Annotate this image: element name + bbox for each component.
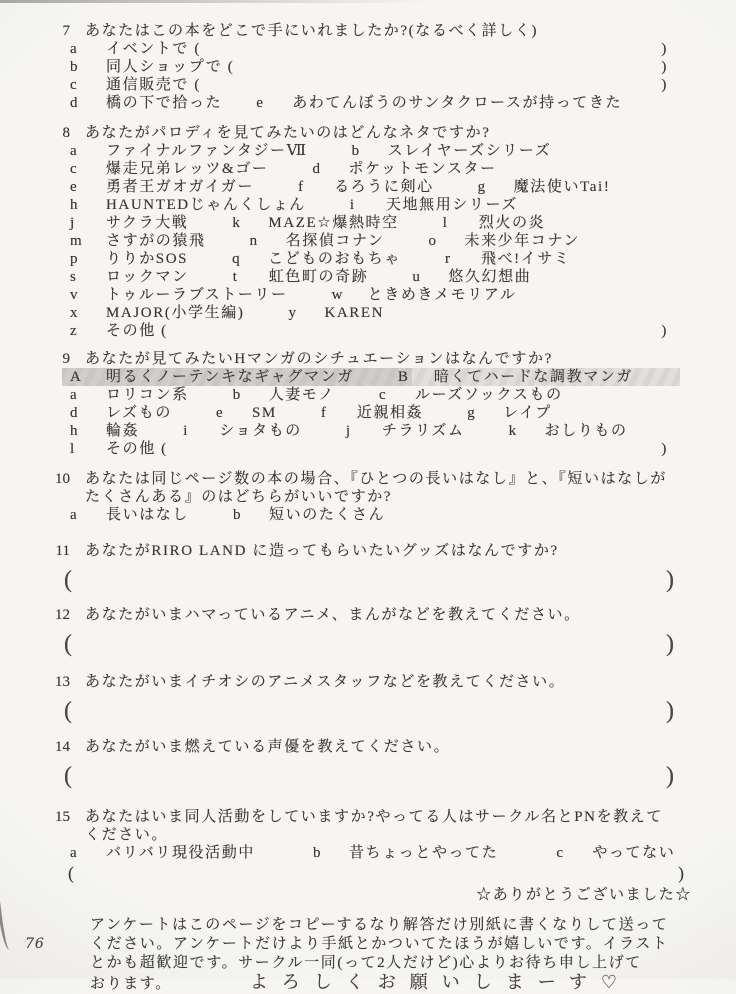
option-row — [70, 440, 694, 458]
question-text — [85, 808, 663, 844]
option-a — [70, 142, 308, 160]
option-row — [70, 322, 694, 340]
option-h — [70, 422, 139, 440]
answer-blank — [50, 863, 694, 884]
option-label: 天地無用シリーズ — [385, 197, 518, 213]
option-d — [70, 94, 222, 112]
option-letter: b — [312, 845, 321, 861]
option-label: MAZE☆爆熱時空 — [268, 215, 399, 231]
option-letter: c — [70, 161, 77, 177]
option-row — [70, 214, 694, 232]
option-row — [70, 304, 694, 322]
question-text — [85, 470, 667, 506]
option-letter: b — [351, 143, 360, 159]
close-paren: ) — [661, 41, 668, 57]
option-f — [321, 404, 423, 422]
option-letter: b — [232, 387, 241, 403]
question-block-9 — [50, 350, 694, 458]
option-a — [70, 844, 255, 862]
option-label: スレイヤーズシリーズ — [387, 143, 552, 159]
option-letter: d — [70, 95, 78, 111]
option-letter: l — [442, 215, 447, 231]
option-letter: c — [70, 77, 77, 93]
option-label: ときめきメモリアル — [367, 287, 517, 303]
option-label: 明るくノーテンキなギャグマンガ — [106, 369, 354, 385]
question-block-14 — [50, 738, 694, 792]
question-block-13 — [50, 673, 694, 727]
option-label: 短いのたくさん — [269, 507, 386, 523]
option-letter: g — [477, 179, 486, 195]
question-text: あなたがパロディを見てみたいのはどんなネタですか? — [85, 125, 491, 141]
question-text-line: あなたは同じページ数の本の場合、『ひとつの長いはなし』と、『短いはなしが — [85, 471, 668, 487]
question-text: あなたがいまイチオシのアニメスタッフなどを教えてください。 — [85, 674, 566, 690]
option-d — [313, 160, 497, 178]
option-letter: i — [349, 197, 355, 213]
option-label: MAJOR(小学生編) — [106, 305, 245, 321]
option-letter: d — [70, 405, 78, 421]
footer-line-end: おります。 — [90, 976, 172, 992]
open-paren: ( — [64, 763, 72, 789]
option-letter: h — [70, 197, 78, 213]
option-letter: k — [508, 423, 517, 439]
option-label: ファイナルファンタジーⅦ — [106, 143, 308, 159]
option-y — [288, 304, 384, 322]
option-label: 烈火の炎 — [478, 215, 546, 231]
question-head — [50, 808, 694, 844]
highlighted-option-row — [62, 368, 680, 386]
option-letter: z — [70, 323, 77, 339]
option-label: 飛べ!イサミ — [480, 251, 571, 267]
question-text: あなたはこの本をどこで手にいれましたか?(なるべく詳しく) — [85, 23, 539, 39]
option-label: SM — [251, 405, 277, 421]
option-label: こどものおもちゃ — [268, 251, 401, 267]
option-q — [232, 250, 401, 268]
option-label: あわてんぼうのサンタクロースが持ってきた — [292, 95, 623, 111]
option-row — [70, 250, 694, 268]
option-label: ルーズソックスもの — [414, 387, 563, 403]
question-head — [50, 542, 694, 560]
option-p — [70, 250, 188, 268]
option-c — [556, 844, 675, 862]
option-row — [70, 404, 694, 422]
option-label: ショタもの — [219, 423, 302, 439]
scan-top-edge — [0, 0, 430, 3]
option-rows — [50, 844, 694, 862]
option-letter: d — [312, 161, 321, 177]
option-row — [70, 196, 694, 214]
question-block-10 — [50, 470, 694, 524]
option-i — [350, 196, 518, 214]
option-e — [256, 94, 622, 112]
option-row — [70, 178, 694, 196]
question-text: あなたが見てみたいHマンガのシチュエーションはなんですか? — [85, 351, 553, 367]
option-j — [70, 214, 188, 232]
footer-line — [90, 973, 694, 994]
option-w — [332, 286, 517, 304]
question-head — [50, 470, 694, 506]
question-text-line: たくさんある』のはどちらがいいですか? — [85, 489, 393, 505]
option-letter: q — [232, 251, 240, 267]
page-number: 76 — [25, 936, 45, 952]
option-row — [70, 844, 694, 862]
question-text-line: あなたはいま同人活動をしていますか?やってる人はサークル名とPNを教えて — [85, 809, 663, 825]
question-number: 9 — [62, 351, 70, 367]
option-rows — [50, 368, 694, 458]
option-B — [398, 368, 633, 386]
option-label: 名探偵コナン — [285, 233, 385, 249]
open-paren: ( — [64, 631, 72, 657]
option-label: 人妻モノ — [268, 387, 335, 403]
option-label: 魔法使いTai! — [513, 179, 611, 195]
question-head — [50, 738, 694, 756]
option-c — [379, 386, 563, 404]
option-letter: g — [467, 405, 475, 421]
option-label: バリバリ現役活動中 — [106, 845, 255, 861]
option-rows — [50, 40, 694, 112]
option-row — [70, 232, 694, 250]
option-t — [233, 268, 369, 286]
option-d — [70, 404, 172, 422]
option-letter: f — [320, 405, 326, 421]
option-letter: i — [183, 423, 188, 439]
option-label: 長いはなし — [106, 507, 190, 523]
option-m — [70, 232, 206, 250]
option-letter: e — [256, 95, 263, 111]
option-c — [70, 160, 269, 178]
option-letter: b — [70, 59, 78, 75]
question-text: あなたがいま燃えている声優を教えてください。 — [85, 739, 451, 755]
close-paren: ) — [666, 763, 674, 789]
option-letter: A — [70, 369, 81, 385]
option-label: レイプ — [503, 405, 552, 421]
option-b — [233, 506, 385, 524]
close-paren: ) — [666, 698, 674, 724]
closing-message: よろしくお願いしまーす♡ — [249, 972, 632, 992]
footer-line: アンケートはこのページをコピーするなり解答だけ別紙に書くなりして送って — [90, 917, 669, 933]
close-paren: ) — [661, 59, 668, 75]
option-label: ロックマン — [106, 269, 189, 285]
option-letter: r — [444, 251, 450, 267]
close-paren: ) — [678, 863, 684, 883]
option-letter: a — [70, 507, 77, 523]
question-head — [50, 22, 694, 40]
option-label: 輪姦 — [106, 423, 140, 439]
option-k — [232, 214, 398, 232]
answer-blank — [50, 564, 694, 596]
option-f — [298, 178, 434, 196]
footer-note — [50, 916, 694, 994]
question-head — [50, 606, 694, 624]
question-number: 12 — [55, 607, 70, 623]
question-block-12 — [50, 606, 694, 660]
option-rows — [50, 506, 694, 524]
close-paren: ) — [661, 441, 668, 457]
option-v — [70, 286, 288, 304]
option-label: るろうに剣心 — [334, 179, 434, 195]
option-label: 昔ちょっとやってた — [348, 845, 499, 861]
option-letter: c — [556, 845, 564, 861]
option-letter: m — [70, 233, 82, 249]
question-number: 10 — [55, 471, 70, 487]
option-label: トゥルーラブストーリー — [106, 287, 288, 303]
option-row — [70, 142, 694, 160]
option-letter: n — [249, 233, 258, 249]
option-row — [70, 422, 694, 440]
question-block-11 — [50, 542, 694, 596]
option-letter: o — [428, 233, 436, 249]
option-s — [70, 268, 189, 286]
option-label: 勇者王ガオガイガー — [106, 179, 255, 195]
option-letter: x — [70, 305, 78, 321]
option-letter: u — [412, 269, 420, 285]
thanks-note: ☆ありがとうございました☆ — [476, 887, 692, 903]
option-letter: a — [70, 41, 77, 57]
close-paren: ) — [666, 567, 674, 593]
option-row — [70, 76, 694, 94]
option-letter: w — [331, 287, 343, 303]
option-b — [313, 844, 498, 862]
question-text: あなたがRIRO LAND に造ってもらいたいグッズはなんですか? — [85, 543, 559, 559]
option-rows — [50, 142, 694, 340]
option-label: KAREN — [324, 305, 385, 321]
option-letter: c — [378, 387, 386, 403]
option-l — [443, 214, 545, 232]
option-label: 未来少年コナン — [464, 233, 580, 249]
option-g — [478, 178, 611, 196]
option-letter: j — [345, 423, 351, 439]
question-number: 7 — [62, 23, 70, 39]
option-letter: f — [298, 179, 304, 195]
option-label: 近親相姦 — [356, 405, 424, 421]
option-b — [70, 58, 234, 76]
option-label: 橋の下で拾った — [106, 95, 223, 111]
option-letter: a — [70, 143, 77, 159]
option-row — [70, 286, 694, 304]
question-number: 8 — [62, 125, 70, 141]
close-paren: ) — [666, 631, 674, 657]
option-label: ロリコン系 — [106, 387, 189, 403]
option-letter: s — [70, 269, 76, 285]
question-text: あなたがいまハマっているアニメ、まんがなどを教えてください。 — [85, 607, 581, 623]
footer-line: とかも超歓迎です。サークル一同(って2人だけど)心よりお待ち申し上げて — [90, 955, 642, 971]
option-letter: l — [70, 441, 75, 457]
option-row — [70, 40, 694, 58]
option-label: 虹色町の奇跡 — [268, 269, 369, 285]
option-letter: a — [70, 387, 77, 403]
option-label: 同人ショップで ( — [106, 59, 235, 75]
option-letter: h — [70, 423, 78, 439]
question-head — [50, 350, 694, 368]
question-block-7 — [50, 22, 694, 112]
option-label: サクラ大戦 — [106, 215, 189, 231]
scan-binding-mark — [0, 900, 12, 951]
option-row — [70, 268, 694, 286]
option-letter: B — [397, 369, 408, 385]
option-letter: a — [70, 845, 77, 861]
footer-line: ください。アンケートだけより手紙とかついてたほうが嬉しいです。イラスト — [90, 936, 669, 952]
option-label: りりかSOS — [106, 251, 189, 267]
option-row — [70, 94, 694, 112]
option-e — [70, 178, 254, 196]
option-b — [233, 386, 335, 404]
question-number: 14 — [55, 739, 70, 755]
option-z — [70, 322, 168, 340]
option-label: チラリズム — [381, 423, 465, 439]
option-label: おしりもの — [544, 423, 628, 439]
option-label: HAUNTEDじゃんくしょん — [106, 197, 306, 213]
close-paren: ) — [661, 77, 668, 93]
option-c — [70, 76, 201, 94]
option-letter: p — [70, 251, 78, 267]
option-h — [70, 196, 306, 214]
questionnaire-content — [50, 22, 694, 994]
option-n — [250, 232, 385, 250]
open-paren: ( — [64, 698, 72, 724]
option-o — [428, 232, 579, 250]
option-label: やってない — [592, 845, 676, 861]
option-label: ポケットモンスター — [348, 161, 497, 177]
option-r — [445, 250, 571, 268]
option-label: 通信販売で ( — [106, 77, 201, 93]
option-a — [70, 386, 189, 404]
answer-blank — [50, 628, 694, 660]
option-k — [509, 422, 628, 440]
question-head — [50, 673, 694, 691]
option-letter: t — [232, 269, 237, 285]
option-row — [70, 58, 694, 76]
option-g — [467, 404, 552, 422]
option-A — [70, 368, 354, 386]
question-number: 15 — [55, 809, 70, 825]
option-letter: y — [288, 305, 296, 321]
option-row — [70, 386, 694, 404]
question-block-15 — [50, 808, 694, 904]
option-letter: j — [70, 215, 75, 231]
option-e — [216, 404, 277, 422]
option-label: 悠久幻想曲 — [448, 269, 532, 285]
option-label: さすがの猿飛 — [106, 233, 206, 249]
question-number: 13 — [55, 674, 70, 690]
open-paren: ( — [68, 863, 74, 883]
option-label: レズもの — [106, 405, 172, 421]
open-paren: ( — [64, 567, 72, 593]
option-letter: e — [215, 405, 223, 421]
option-b — [352, 142, 552, 160]
option-a — [70, 506, 189, 524]
option-row — [70, 160, 694, 178]
option-i — [183, 422, 302, 440]
option-j — [346, 422, 465, 440]
option-u — [412, 268, 531, 286]
option-row — [70, 506, 694, 524]
option-label: その他 ( — [106, 323, 168, 339]
question-number: 11 — [55, 543, 70, 559]
option-letter: b — [233, 507, 241, 523]
question-block-8 — [50, 124, 694, 340]
option-letter: v — [70, 287, 78, 303]
close-paren: ) — [661, 323, 668, 339]
option-label: 爆走兄弟レッツ&ゴー — [106, 161, 269, 177]
option-label: イベントで ( — [106, 41, 201, 57]
option-x — [70, 304, 244, 322]
option-a — [70, 40, 201, 58]
option-label: その他 ( — [106, 441, 168, 457]
option-l — [70, 440, 168, 458]
option-label: 暗くてハードな調教マンガ — [433, 369, 634, 385]
question-head — [50, 124, 694, 142]
option-letter: e — [70, 179, 77, 195]
answer-blank — [50, 695, 694, 727]
option-letter: k — [232, 215, 240, 231]
question-text-line: ください。 — [85, 827, 169, 843]
answer-blank — [50, 760, 694, 792]
